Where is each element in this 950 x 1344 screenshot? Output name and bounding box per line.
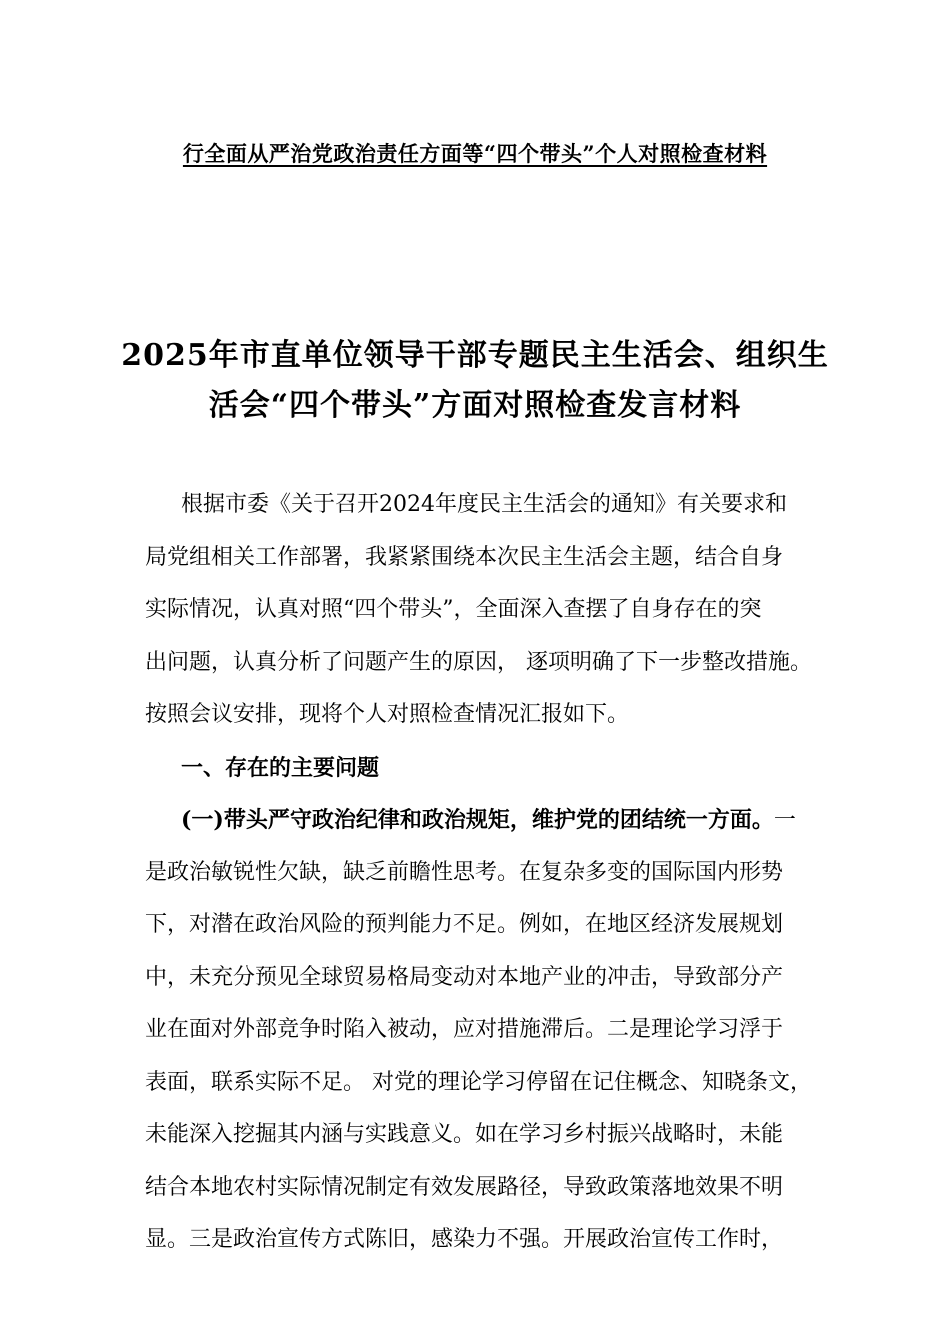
subsection-paragraph-line: 未能深入挖掘其内涵与实践意义。如在学习乡村振兴战略时，未能 bbox=[145, 1122, 784, 1147]
subsection-first-line bbox=[145, 794, 825, 847]
subsection-paragraph-line: 中，未充分预见全球贸易格局变动对本地产业的冲击，导致部分产 bbox=[145, 964, 784, 990]
document-body bbox=[145, 479, 825, 1267]
subsection-paragraph-line: 结合本地农村实际情况制定有效发展路径，导致政策落地效果不明 bbox=[145, 1174, 784, 1200]
subsection-paragraph-line: 下，对潜在政治风险的预判能力不足。例如，在地区经济发展规划 bbox=[145, 912, 784, 937]
main-title-line-2: 活会“四个带头”方面对照检查发言材料 bbox=[208, 388, 742, 423]
intro-paragraph-line: 实际情况，认真对照“四个带头”，全面深入查摆了自身存在的突 bbox=[145, 597, 762, 622]
subsection-paragraph-line: 表面，联系实际不足。 对党的理论学习停留在记住概念、知晓条文， bbox=[145, 1069, 812, 1095]
main-title bbox=[120, 331, 830, 431]
subsection-first-line-tail: 一 bbox=[773, 808, 796, 833]
document-header-title: 行全面从严治党政治责任方面等“四个带头”个人对照检查材料 bbox=[182, 141, 768, 166]
subsection-paragraph-line: 是政治敏锐性欠缺，缺乏前瞻性思考。在复杂多变的国际国内形势 bbox=[145, 859, 784, 885]
intro-paragraph-line: 根据市委《关于召开2024年度民主生活会的通知》有关要求和 bbox=[181, 492, 787, 517]
subsection-heading: (一)带头严守政治纪律和政治规矩，维护党的团结统一方面。 bbox=[181, 807, 774, 833]
intro-paragraph-line: 出问题，认真分析了问题产生的原因， 逐项明确了下一步整改措施。 bbox=[145, 649, 812, 675]
intro-paragraph-line: 按照会议安排，现将个人对照检查情况汇报如下。 bbox=[145, 702, 630, 727]
subsection-paragraph-line: 显。三是政治宣传方式陈旧，感染力不强。开展政治宣传工作时， bbox=[145, 1227, 784, 1252]
subsection-paragraph-line: 业在面对外部竞争时陷入被动，应对措施滞后。二是理论学习浮于 bbox=[145, 1017, 784, 1042]
section-heading: 一、存在的主要问题 bbox=[181, 754, 380, 781]
main-title-line-1: 2025年市直单位领导干部专题民主生活会、组织生 bbox=[121, 338, 829, 373]
intro-paragraph-line: 局党组相关工作部署，我紧紧围绕本次民主生活会主题，结合自身 bbox=[145, 544, 784, 570]
